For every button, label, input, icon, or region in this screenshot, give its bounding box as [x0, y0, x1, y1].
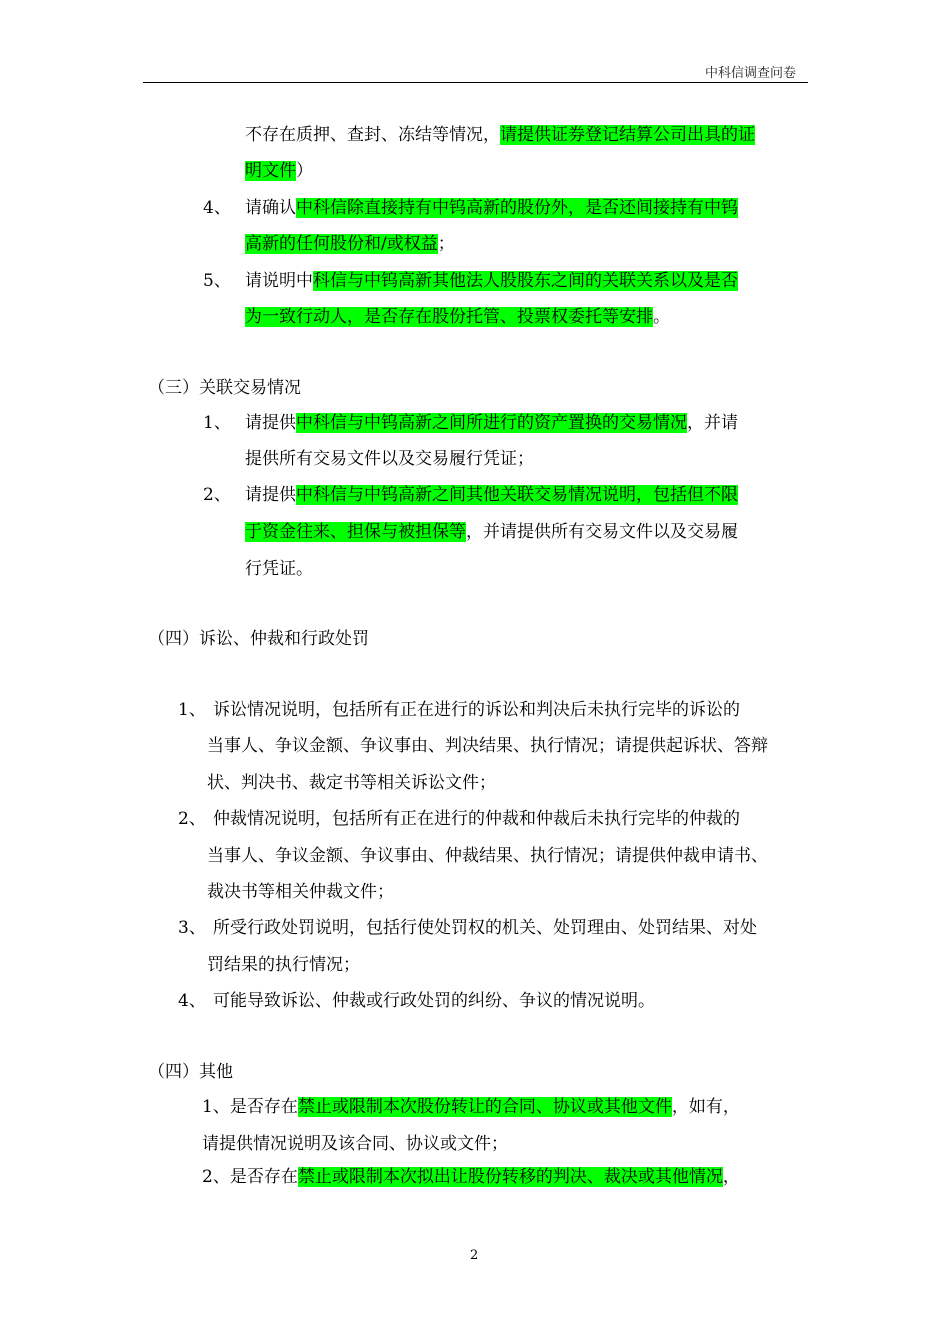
paragraph-line [202, 1096, 740, 1118]
paragraph-line: 当事人、争议金额、争议事由、判决结果、执行情况；请提供起诉状、答辩 [207, 736, 768, 756]
paragraph-line [245, 412, 738, 434]
paragraph-line [245, 270, 738, 292]
list-number: 3、 [178, 918, 206, 938]
paragraph-line: 请提供情况说明及该合同、协议或文件； [202, 1134, 508, 1154]
highlighted-text: 科信与中钨高新其他法人股股东之间的关联关系以及是否 [313, 271, 738, 291]
text: 请提供 [245, 413, 296, 433]
text: 请说明中 [245, 271, 313, 291]
section-title: （四）诉讼、仲裁和行政处罚 [148, 629, 369, 649]
list-number: 1、 [178, 700, 206, 720]
paragraph-line: 当事人、争议金额、争议事由、仲裁结果、执行情况；请提供仲裁申请书、 [207, 846, 768, 866]
text: ， [722, 1167, 740, 1187]
section-title: （四）其他 [148, 1062, 233, 1082]
highlighted-text: 禁止或限制本次股份转让的合同、协议或其他文件 [297, 1097, 672, 1117]
highlighted-text: 高新的任何股份和/或权益 [245, 234, 438, 254]
text: 不存在质押、查封、冻结等情况， [245, 125, 500, 145]
paragraph-line: 裁决书等相关仲裁文件； [207, 882, 394, 902]
highlighted-text: 中科信与中钨高新之间其他关联交易情况说明，包括但不限 [296, 485, 738, 505]
paragraph-line: 行凭证。 [245, 559, 313, 579]
highlighted-text: 请提供证券登记结算公司出具的证 [500, 125, 755, 145]
list-number: 4、 [203, 198, 231, 218]
highlighted-text: 中科信除直接持有中钨高新的股份外，是否还间接持有中钨 [296, 198, 738, 218]
highlighted-text: 为一致行动人，是否存在股份托管、投票权委托等安排 [245, 307, 653, 327]
paragraph-line [245, 521, 738, 543]
text: 请提供 [245, 485, 296, 505]
highlighted-text: 明文件 [245, 161, 296, 181]
text: ，并请提供所有交易文件以及交易履 [466, 522, 738, 542]
section-title: （三）关联交易情况 [148, 378, 301, 398]
paragraph-line: 所受行政处罚说明，包括行使处罚权的机关、处罚理由、处罚结果、对处 [213, 918, 757, 938]
list-number: 5、 [203, 271, 231, 291]
paragraph-line [245, 160, 313, 182]
paragraph-line [245, 306, 670, 328]
page-header-title: 中科信调查问卷 [705, 66, 797, 81]
list-number: 1、 [203, 413, 231, 433]
list-number: 2、 [178, 809, 206, 829]
text: 1、是否存在 [202, 1097, 298, 1117]
paragraph-line [245, 233, 455, 255]
paragraph-line: 仲裁情况说明，包括所有正在进行的仲裁和仲裁后未执行完毕的仲裁的 [213, 809, 740, 829]
text: 。 [653, 307, 670, 327]
text: 请确认 [245, 198, 296, 218]
highlighted-text: 中科信与中钨高新之间所进行的资产置换的交易情况 [296, 413, 687, 433]
paragraph-line: 罚结果的执行情况； [207, 955, 360, 975]
paragraph-line [245, 484, 738, 506]
highlighted-text: 禁止或限制本次拟出让股份转移的判决、裁决或其他情况 [297, 1167, 723, 1187]
page-number: 2 [470, 1248, 479, 1263]
highlighted-text: 于资金往来、担保与被担保等 [245, 522, 466, 542]
paragraph-line: 状、判决书、裁定书等相关诉讼文件； [207, 773, 496, 793]
text: ，如有， [671, 1097, 740, 1117]
text: 2、是否存在 [202, 1167, 298, 1187]
paragraph-line: 诉讼情况说明，包括所有正在进行的诉讼和判决后未执行完毕的诉讼的 [213, 700, 740, 720]
list-number: 4、 [178, 991, 206, 1011]
paragraph-line [245, 197, 738, 219]
text: ） [296, 161, 313, 181]
paragraph-line: 可能导致诉讼、仲裁或行政处罚的纠纷、争议的情况说明。 [213, 991, 655, 1011]
paragraph-line [202, 1166, 740, 1188]
text: ； [437, 234, 455, 254]
header-divider [143, 82, 808, 83]
text: ，并请 [687, 413, 738, 433]
list-number: 2、 [203, 485, 231, 505]
paragraph-line [245, 124, 755, 146]
paragraph-line: 提供所有交易文件以及交易履行凭证； [245, 449, 534, 469]
